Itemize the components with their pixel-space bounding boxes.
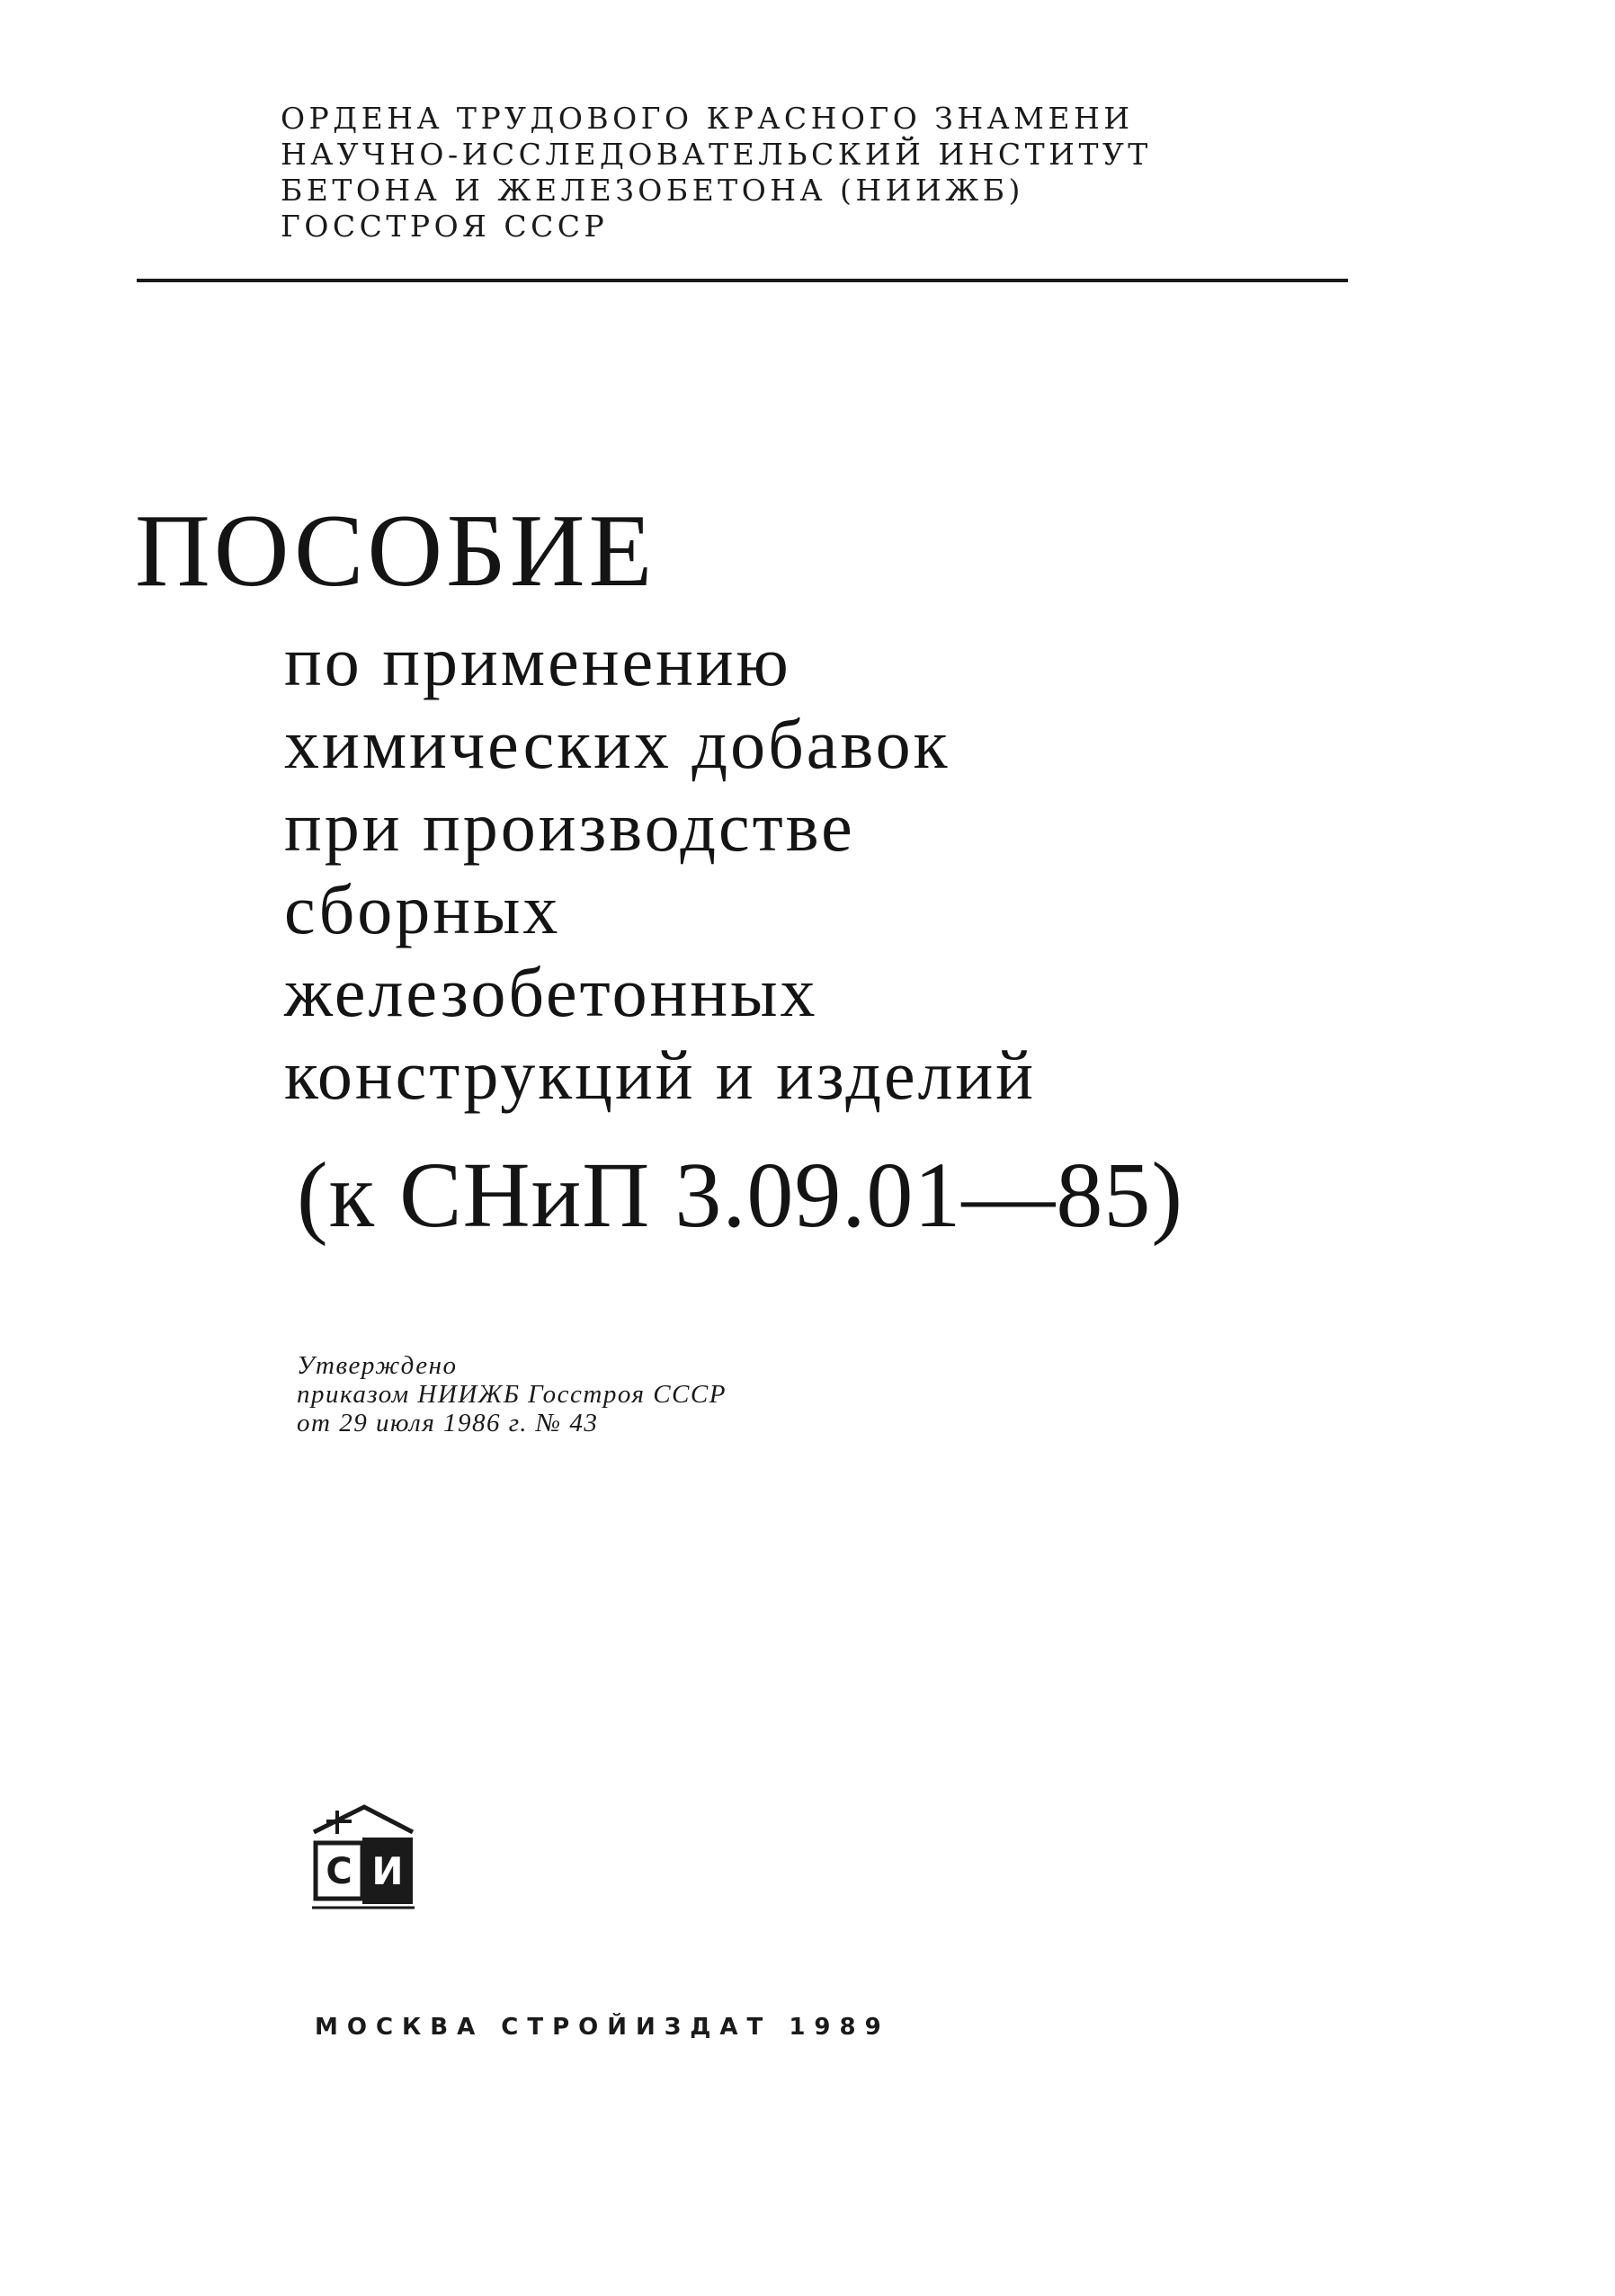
- header-line-3: БЕТОНА И ЖЕЛЕЗОБЕТОНА (НИИЖБ): [281, 173, 1024, 208]
- header-line-2: НАУЧНО-ИССЛЕДОВАТЕЛЬСКИЙ ИНСТИТУТ: [281, 137, 1152, 172]
- stroyizdat-logo-icon: [310, 1798, 418, 1915]
- subtitle-line-4: сборных: [284, 870, 561, 948]
- header-divider: [137, 279, 1348, 282]
- document-subtitle: [284, 620, 1453, 1117]
- approval-line-1: Утверждено: [297, 1351, 458, 1380]
- institute-header: [281, 101, 1360, 245]
- approval-line-2: приказом НИИЖБ Госстроя СССР: [297, 1380, 727, 1409]
- subtitle-line-3: при производстве: [284, 788, 855, 866]
- header-line-4: ГОССТРОЯ СССР: [281, 209, 609, 244]
- subtitle-line-2: химических добавок: [284, 705, 950, 783]
- approval-line-3: от 29 июля 1986 г. № 43: [297, 1409, 599, 1437]
- subtitle-line-5: железобетонных: [284, 953, 818, 1031]
- document-title: ПОСОБИЕ: [135, 494, 656, 609]
- publisher-imprint: МОСКВА СТРОЙИЗДАТ 1989: [315, 2014, 890, 2041]
- svg-text:С: С: [326, 1851, 352, 1892]
- header-line-1: ОРДЕНА ТРУДОВОГО КРАСНОГО ЗНАМЕНИ: [281, 101, 1134, 136]
- subtitle-line-1: по применению: [284, 622, 791, 700]
- approval-note: [297, 1351, 727, 1437]
- svg-text:И: И: [371, 1849, 404, 1893]
- subtitle-line-6: конструкций и изделий: [284, 1036, 1037, 1114]
- snip-reference: (к СНиП 3.09.01—85): [297, 1144, 1184, 1247]
